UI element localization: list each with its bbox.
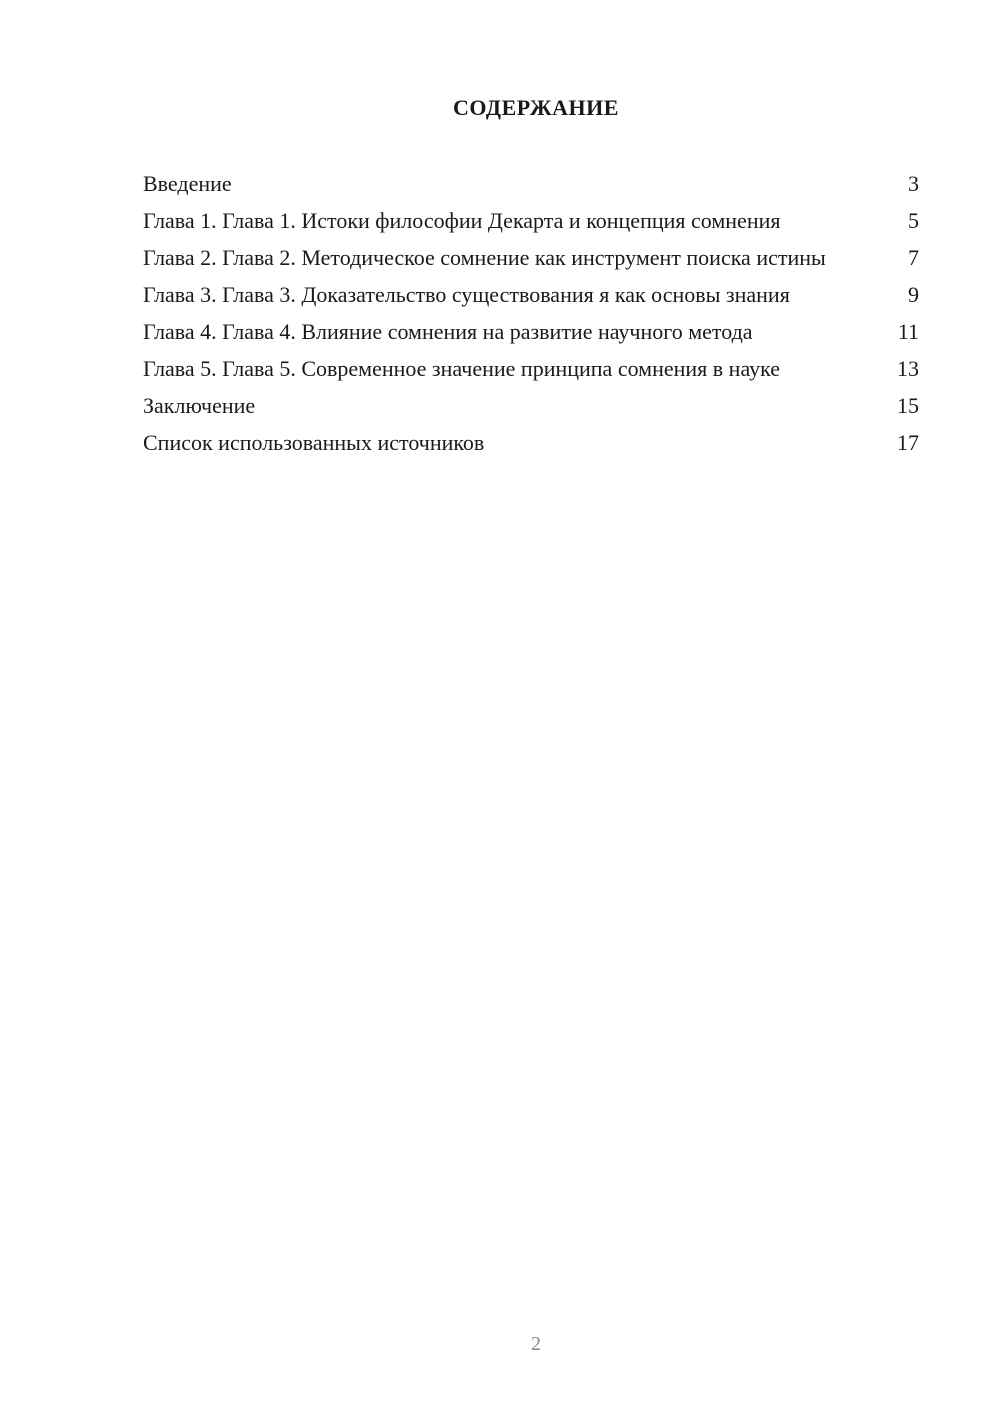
table-of-contents bbox=[143, 170, 919, 466]
toc-entry-title: Список использованных источников bbox=[143, 430, 485, 455]
toc-entry-introduction bbox=[143, 170, 919, 198]
toc-entry-page: 7 bbox=[908, 245, 919, 270]
toc-entry-title: Заключение bbox=[143, 393, 256, 418]
page-number: 2 bbox=[531, 1333, 541, 1355]
toc-entry-chapter-4 bbox=[143, 318, 919, 346]
toc-entry-title: Глава 2. Глава 2. Методическое сомнение как инструмент поиска истины bbox=[143, 245, 826, 270]
toc-entry-page: 15 bbox=[897, 393, 919, 418]
toc-entry-title: Глава 3. Глава 3. Доказательство существования я как основы знания bbox=[143, 282, 790, 307]
toc-entry-page: 17 bbox=[897, 430, 919, 455]
toc-entry-chapter-5 bbox=[143, 355, 919, 383]
toc-entry-title: Глава 5. Глава 5. Современное значение принципа сомнения в науке bbox=[143, 356, 781, 381]
toc-heading: СОДЕРЖАНИЕ bbox=[453, 95, 619, 120]
toc-entry-conclusion bbox=[143, 392, 919, 420]
toc-entry-title: Глава 4. Глава 4. Влияние сомнения на развитие научного метода bbox=[143, 319, 753, 344]
toc-entry-page: 5 bbox=[908, 208, 919, 233]
toc-entry-chapter-3 bbox=[143, 281, 919, 309]
toc-entry-chapter-2 bbox=[143, 244, 919, 272]
toc-entry-page: 3 bbox=[908, 171, 919, 196]
toc-entry-title: Введение bbox=[143, 171, 232, 196]
toc-entry-chapter-1 bbox=[143, 207, 919, 235]
toc-entry-page: 9 bbox=[908, 282, 919, 307]
toc-entry-title: Глава 1. Глава 1. Истоки философии Декарта и концепция сомнения bbox=[143, 208, 781, 233]
toc-entry-references bbox=[143, 429, 919, 457]
toc-entry-page: 11 bbox=[897, 319, 919, 344]
toc-entry-page: 13 bbox=[897, 356, 919, 381]
